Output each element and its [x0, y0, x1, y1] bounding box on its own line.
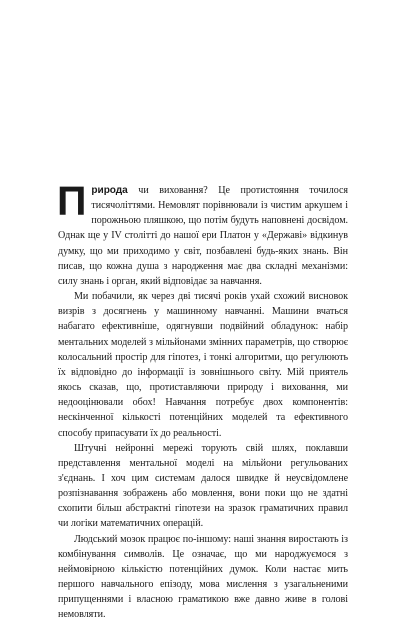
paragraph-3: Штучні нейронні мережі торують свій шлях, поклавши представлення ментальної моделі на мільйони регульованих з'єднань. І хоч цим системам далося швидке й неусвідомлене розпізнавання зображень або мовлення, вони поки що не здатні схопити більш абстрактні гіпотези на зразок граматичних правил чи логіки математичних операцій.: [58, 442, 348, 530]
paragraph-1: [57, 178, 348, 289]
paragraph-1-text: чи виховання? Це протистояння точилося тисячоліттями. Немовлят порівнювали із чистим аркушем і порожньою пляшкою, що потім будуть наповнені досвідом. Однак ще у IV столітті до нашої ери Платон у «Державі» відкинув думку, що ми приходимо у світ, позбавлені будь-яких знань. Він писав, що кожна душа з народження має два складні механізми: силу знань і орган, який відповідає за навчання.: [58, 185, 348, 287]
paragraph-4: Людський мозок працює по-іншому: наші знання виростають із комбінування символів. Це означає, що ми народжуємося з неймовірною кількістю потенційних думок. Коли настає мить першого навчального епізоду, мова мислення з узагальненими припущеннями і власною граматикою вже давно живе в голові немовляти.: [58, 533, 348, 621]
drop-cap: П: [57, 178, 87, 224]
body-text: [57, 178, 348, 623]
lead-word: рирода: [91, 185, 128, 196]
paragraph-2: Ми побачили, як через дві тисячі років ухай схожий висновок визрів з досягнень у машинному навчанні. Машини вчаться набагато ефективніше, одягнувши подвійний обладунок: набір ментальних моделей з мільйонами змінних параметрів, що створює колосальний простір для гіпотез, і тонкі алгоритми, що регулюють їх відповідно до інформації із зовнішнього світу. Мій приятель якось сказав, що, протиставляючи природу і виховання, ми недооцінювали обох! Навчання потребує двох компонентів: нескінченної кількості потенційних моделей та ефективного способу припасувати їх до реальності.: [58, 291, 348, 439]
